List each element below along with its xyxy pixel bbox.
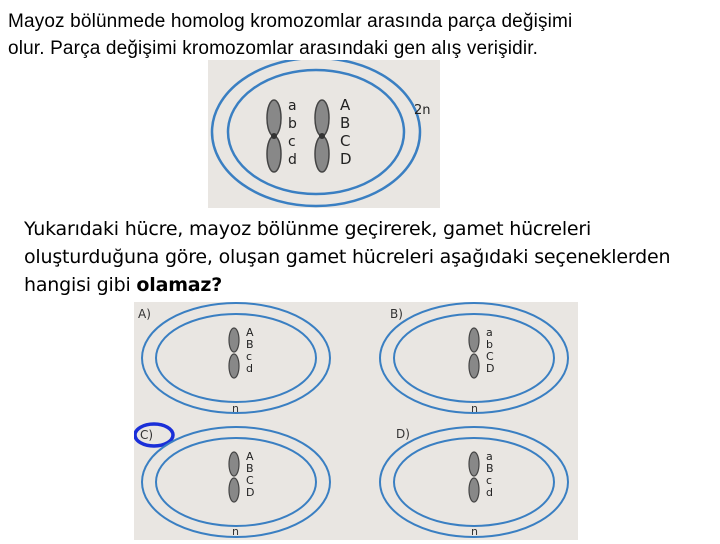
gene-label: d (486, 486, 493, 499)
gene-label: c (246, 350, 253, 363)
intro-line-2: olur. Parça değişimi kromozomlar arasındaki gen alış verişidir. (8, 38, 539, 59)
gene-label: C (340, 132, 351, 150)
gene-label: c (288, 134, 296, 150)
gene-label: D (340, 150, 352, 168)
chromatid-upper (469, 452, 479, 476)
chromatid-upper (229, 452, 239, 476)
option-c[interactable] (135, 424, 330, 538)
chromatid-lower (469, 354, 479, 378)
gene-label: A (246, 326, 254, 339)
chromosome-left (267, 100, 281, 172)
gene-label: c (486, 474, 493, 487)
option-a[interactable] (138, 303, 330, 415)
gene-label: C (246, 474, 254, 487)
options-figure (134, 302, 578, 540)
outer-membrane (212, 60, 420, 206)
question-line-1: Yukarıdaki hücre, mayoz bölünme geçirerek, gamet hücreleri (24, 218, 592, 240)
gene-label: A (246, 450, 254, 463)
option-label: C) (140, 428, 154, 442)
intro-text (8, 8, 713, 62)
gene-label: a (288, 98, 297, 114)
gene-label: B (246, 338, 254, 351)
chromatid-lower (469, 478, 479, 502)
gene-label: B (340, 114, 351, 132)
gene-label: b (288, 116, 297, 132)
option-d[interactable] (380, 427, 568, 538)
gene-label: d (246, 362, 253, 375)
option-b[interactable] (380, 303, 568, 415)
gene-label: C (486, 350, 494, 363)
gene-label: B (486, 462, 494, 475)
nuclear-membrane (228, 70, 404, 194)
ploidy-label: n (232, 402, 239, 415)
question-emphasis: olamaz? (136, 274, 223, 296)
chromatid-upper (469, 328, 479, 352)
chromatid-lower (229, 354, 239, 378)
question-line-2: oluşturduğuna göre, oluşan gamet hücreleri aşağıdaki seçeneklerden (24, 246, 671, 268)
intro-line-1: Mayoz bölünmede homolog kromozomlar arasında parça değişimi (8, 11, 573, 32)
right-gene-labels (340, 96, 352, 168)
parent-cell-svg (208, 60, 440, 208)
gene-label: B (246, 462, 254, 475)
option-label: B) (390, 307, 403, 321)
option-label: D) (396, 427, 410, 441)
parent-cell-figure (208, 60, 440, 208)
gene-label: A (340, 96, 351, 114)
gene-label: a (486, 450, 493, 463)
chromatid-upper (229, 328, 239, 352)
gene-label: d (288, 152, 297, 168)
question-line-3 (24, 271, 714, 299)
ploidy-label: n (232, 525, 239, 538)
chromosome-right (315, 100, 329, 172)
question-text (24, 215, 714, 299)
ploidy-label: n (471, 525, 478, 538)
gene-label: D (486, 362, 495, 375)
gene-label: a (486, 326, 493, 339)
question-line-3-prefix: hangisi gibi (24, 274, 137, 296)
gene-label: b (486, 338, 493, 351)
gene-label: D (246, 486, 255, 499)
ploidy-label: 2n (414, 103, 431, 118)
options-svg (134, 302, 578, 540)
option-label: A) (138, 307, 151, 321)
left-gene-labels (288, 98, 297, 168)
ploidy-label: n (471, 402, 478, 415)
chromatid-lower (229, 478, 239, 502)
